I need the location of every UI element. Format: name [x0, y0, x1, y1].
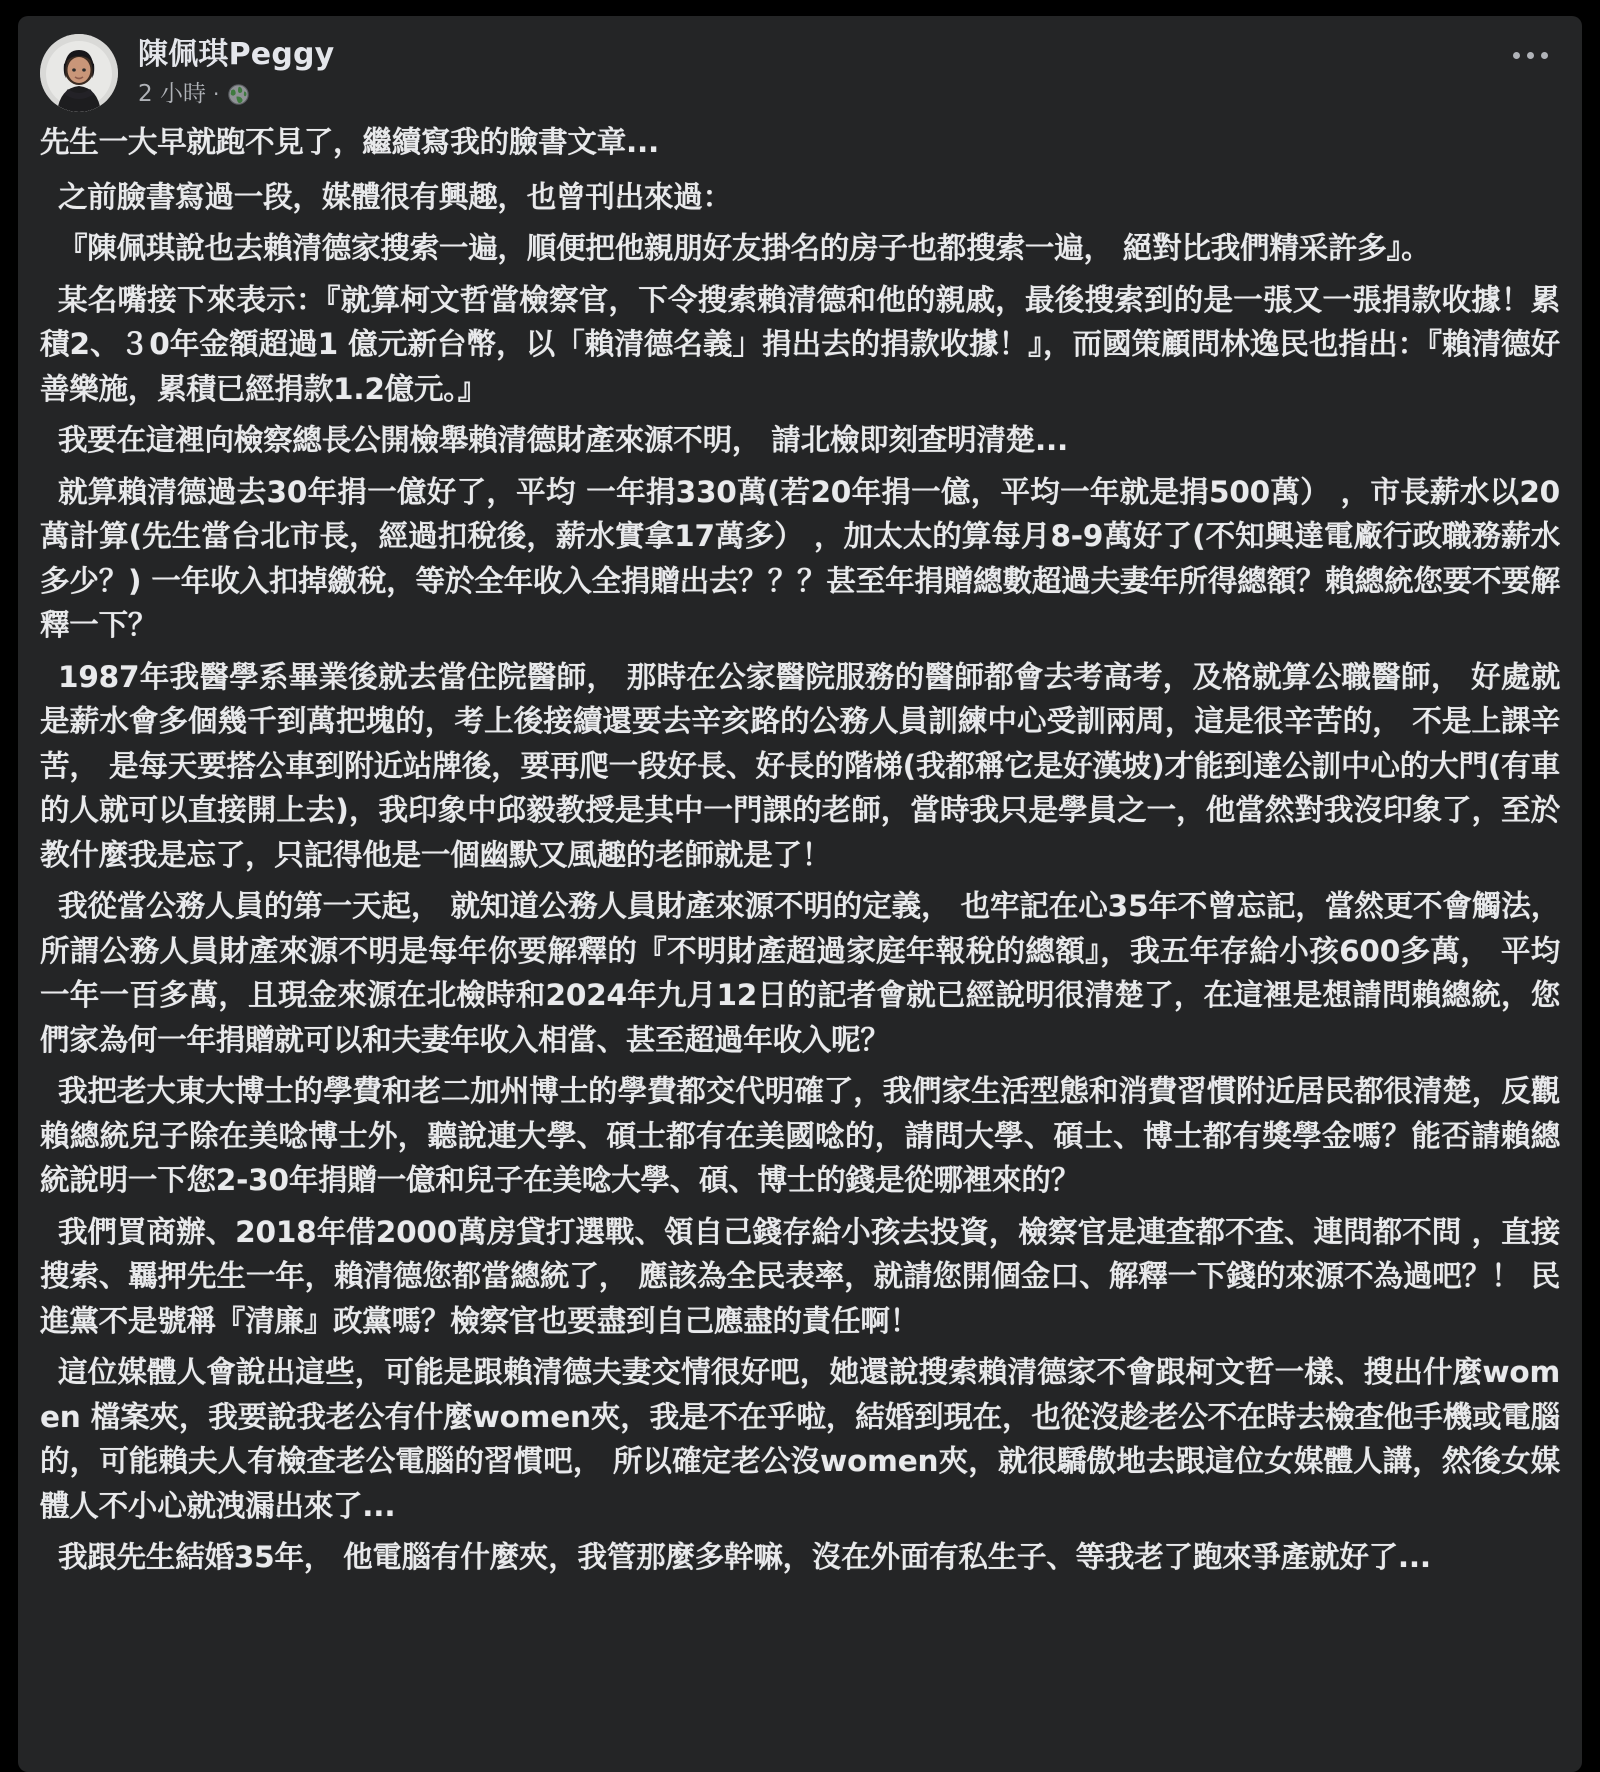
- post-header: [18, 16, 1582, 114]
- post-meta: [138, 80, 334, 108]
- post-header-text: [138, 34, 334, 108]
- post-paragraph: 就算賴清德過去30年捐一億好了，平均 一年捐330萬(若20年捐一億，平均一年就是捐500萬） ，市長薪水以20萬計算(先生當台北市長，經過扣稅後，薪水實拿17萬多） ，加太太的算每月8-9萬好了(不知興達電廠行政職務薪水多少？) 一年收入扣掉繳稅，等於全年收入全捐贈出去？？？甚至年捐贈總數超過夫妻年所得總額？賴總統您要不要解釋一下？: [40, 474, 1560, 642]
- avatar[interactable]: [40, 34, 118, 112]
- post-paragraph: 『陳佩琪說也去賴清德家搜索一遍，順便把他親朋好友掛名的房子也都搜索一遍， 絕對比我們精采許多』。: [58, 231, 1431, 265]
- dot: [1513, 52, 1520, 59]
- post-timestamp[interactable]: 2 小時: [138, 81, 206, 107]
- post-paragraph: 之前臉書寫過一段，媒體很有興趣，也曾刊出來過：: [58, 179, 732, 214]
- author-name[interactable]: 陳佩琪Peggy: [138, 37, 335, 72]
- post-paragraph: 我把老大東大博士的學費和老二加州博士的學費都交代明確了，我們家生活型態和消費習慣附近居民都很清楚，反觀賴總統兒子除在美唸博士外，聽說連大學、碩士都有在美國唸的，請問大學、碩士、博士都有獎學金嗎？能否請賴總統說明一下您2-30年捐贈一億和兒子在美唸大學、碩、博士的錢是從哪裡來的？: [40, 1074, 1560, 1197]
- post-paragraph: 我從當公務人員的第一天起， 就知道公務人員財產來源不明的定義， 也牢記在心35年不曾忘記，當然更不會觸法，所謂公務人員財產來源不明是每年你要解釋的『不明財產超過家庭年報稅的總額』，我五年存給小孩600多萬， 平均一年一百多萬，且現金來源在北檢時和2024年九月12日的記者會就已經說明很清楚了，在這裡是想請問賴總統，您們家為何一年捐贈就可以和夫妻年收入相當、甚至超過年收入呢？: [40, 889, 1560, 1057]
- post-paragraph: 我要在這裡向檢察總長公開檢舉賴清德財產來源不明， 請北檢即刻查明清楚...: [58, 423, 1068, 457]
- globe-icon[interactable]: [226, 82, 251, 107]
- meta-separator: ·: [212, 82, 220, 106]
- post-message-body: [18, 114, 1582, 1580]
- more-options-icon[interactable]: [1513, 52, 1548, 59]
- post-paragraph: 1987年我醫學系畢業後就去當住院醫師， 那時在公家醫院服務的醫師都會去考高考，及格就算公職醫師， 好處就是薪水會多個幾千到萬把塊的，考上後接續還要去辛亥路的公務人員訓練中心受訓兩周，這是很辛苦的， 不是上課辛苦， 是每天要搭公車到附近站牌後，要再爬一段好長、好長的階梯(我都稱它是好漢坡)才能到達公訓中心的大門(有車的人就可以直接開上去)，我印象中邱毅教授是其中一門課的老師，當時我只是學員之一，他當然對我沒印象了，至於教什麼我是忘了，只記得他是一個幽默又風趣的老師就是了！: [40, 659, 1560, 872]
- post-paragraph: 某名嘴接下來表示：『就算柯文哲當檢察官，下令搜索賴清德和他的親戚，最後搜索到的是一張又一張捐款收據！累積2、３0年金額超過1 億元新台幣，以「賴清德名義」捐出去的捐款收據！』，而國策顧問林逸民也指出：『賴清德好善樂施，累積已經捐款1.2億元。』: [40, 282, 1560, 406]
- post-card: [18, 16, 1582, 1772]
- post-paragraph: 先生一大早就跑不見了，繼續寫我的臉書文章...: [40, 125, 660, 159]
- dot: [1541, 52, 1548, 59]
- post-paragraph: 我跟先生結婚35年， 他電腦有什麼夾，我管那麼多幹嘛，沒在外面有私生子、等我老了跑來爭產就好了...: [58, 1540, 1431, 1574]
- post-paragraph: 我們買商辦、2018年借2000萬房貸打選戰、領自己錢存給小孩去投資，檢察官是連查都不查、連問都不問 ，直接搜索、羈押先生一年，賴清德您都當總統了， 應該為全民表率，就請您開個金口、解釋一下錢的來源不為過吧？！ 民進黨不是號稱『清廉』政黨嗎？檢察官也要盡到自己應盡的責任啊！: [40, 1214, 1560, 1338]
- dot: [1527, 52, 1534, 59]
- post-paragraph: 這位媒體人會說出這些，可能是跟賴清德夫妻交情很好吧，她還說搜索賴清德家不會跟柯文哲一樣、搜出什麼women 檔案夾，我要說我老公有什麼women夾，我是不在乎啦，結婚到現在，也從沒趁老公不在時去檢查他手機或電腦的，可能賴夫人有檢查老公電腦的習慣吧， 所以確定老公沒women夾，就很驕傲地去跟這位女媒體人講，然後女媒體人不小心就洩漏出來了...: [40, 1355, 1560, 1523]
- profile-photo-icon: [40, 34, 118, 112]
